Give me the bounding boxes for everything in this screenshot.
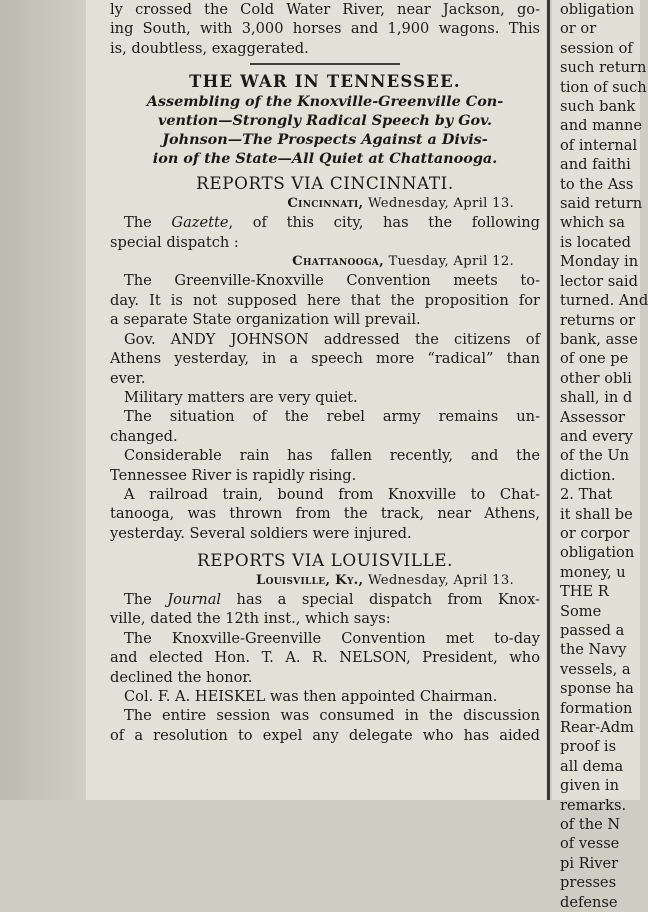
right-column-line: shall, in d xyxy=(560,389,633,407)
paragraph-line: and elected Hon. T. A. R. NELSON, President, who xyxy=(110,649,540,667)
top-fragment-line-1: ly crossed the Cold Water River, near Jackson, go- xyxy=(110,1,540,18)
paragraph-line: The entire session was consumed in the discussion xyxy=(124,707,540,725)
paragraph-line: yesterday. Several soldiers were injured. xyxy=(110,524,412,542)
right-column-line: money, u xyxy=(560,563,626,581)
dateline-chattanooga xyxy=(110,252,540,271)
right-column-line: turned. And xyxy=(560,292,648,310)
right-column-line: the Navy xyxy=(560,641,627,659)
right-column-line: said return xyxy=(560,195,643,213)
newspaper-name: Gazette xyxy=(171,214,229,232)
main-article-column xyxy=(86,0,546,800)
paragraph-line: ever. xyxy=(110,369,146,387)
journal-intro-line-2: ville, dated the 12th inst., which says: xyxy=(110,610,391,628)
gazette-intro-line-2: special dispatch : xyxy=(110,233,239,251)
right-column-line: is located xyxy=(560,233,631,251)
right-column-line: all dema xyxy=(560,757,624,775)
paragraph-line: a separate State organization will prevail. xyxy=(110,311,421,329)
headline: THE WAR IN TENNESSEE. xyxy=(189,72,461,92)
right-column-line: of internal xyxy=(560,136,638,154)
paragraph-line: The Greenville-Knoxville Convention meets to- xyxy=(124,272,540,290)
intro-text: , of this city, has the following xyxy=(228,214,540,232)
right-column-line: which sa xyxy=(560,214,625,232)
right-column-line: session of xyxy=(560,39,633,57)
right-column-line: remarks. xyxy=(560,796,627,814)
right-column-line: Some xyxy=(560,602,602,620)
right-column-line: and manne xyxy=(560,117,643,135)
right-column-line: Assessor xyxy=(560,408,625,426)
right-column-line: or or xyxy=(560,20,597,38)
right-column-line: obligation xyxy=(560,1,635,18)
dateline-date: Wednesday, April 13. xyxy=(367,572,514,588)
top-fragment-line-3: is, doubtless, exaggerated. xyxy=(110,39,309,57)
right-column-line: 2. That xyxy=(560,486,613,504)
newspaper-name: Journal xyxy=(167,590,222,608)
dateline-place: Louisville, Ky., xyxy=(256,572,364,588)
paragraph-line: of a resolution to expel any delegate who has aided xyxy=(110,726,540,744)
right-column-line: Monday in xyxy=(560,253,639,271)
intro-text: has a special dispatch from Knox- xyxy=(221,590,540,608)
paragraph-line: Col. F. A. HEISKEL was then appointed Chairman. xyxy=(124,688,498,705)
column-rule xyxy=(547,0,550,800)
right-column-line: proof is xyxy=(560,738,617,756)
gazette-intro xyxy=(110,213,540,232)
dateline-date: Wednesday, April 13. xyxy=(367,195,514,211)
dateline-place: Chattanooga, xyxy=(292,254,384,270)
right-column-line: Rear-Adm xyxy=(560,719,634,737)
paragraph-line: Military matters are very quiet. xyxy=(124,388,358,406)
right-column-line: pi River xyxy=(560,854,619,872)
right-column-line: and faithi xyxy=(560,156,631,174)
right-column-line: of one pe xyxy=(560,350,629,368)
right-column-line: of the N xyxy=(560,816,621,834)
section-heading-cincinnati: REPORTS VIA CINCINNATI. xyxy=(196,173,454,194)
journal-intro xyxy=(110,590,540,609)
deck-line-4: ion of the State—All Quiet at Chattanooga. xyxy=(152,150,498,168)
right-column-line: returns or xyxy=(560,311,636,329)
right-column-line: to the Ass xyxy=(560,175,634,193)
right-column-line: of vesse xyxy=(560,835,620,853)
paragraph-line: Gov. ANDY JOHNSON addressed the citizens of xyxy=(124,330,540,348)
dateline-cincinnati xyxy=(110,194,540,213)
right-column-line: such return xyxy=(560,59,647,77)
right-column-line: diction. xyxy=(560,466,616,484)
right-column-line: or corpor xyxy=(560,524,630,542)
paragraph-line: changed. xyxy=(110,427,178,445)
section-rule xyxy=(250,63,400,65)
right-column-line: lector said xyxy=(560,272,638,290)
deck-line-2: vention—Strongly Radical Speech by Gov. xyxy=(157,111,493,129)
right-column-line: such bank xyxy=(560,98,636,116)
page-gutter xyxy=(0,0,96,800)
right-column-line: and every xyxy=(560,427,633,445)
intro-text: The xyxy=(124,590,168,608)
right-column-line: of the Un xyxy=(560,447,630,465)
dateline-date: Tuesday, April 12. xyxy=(388,254,514,270)
intro-text: The xyxy=(124,214,172,232)
paragraph-line: The Knoxville-Greenville Convention met to-day xyxy=(124,629,540,647)
dateline-louisville xyxy=(110,571,540,590)
dateline-place: Cincinnati, xyxy=(287,195,364,211)
paragraph-line: A railroad train, bound from Knoxville to Chat- xyxy=(124,485,540,503)
deck-line-3: Johnson—The Prospects Against a Divis- xyxy=(162,131,488,149)
section-heading-louisville: REPORTS VIA LOUISVILLE. xyxy=(196,550,454,571)
right-column-line: bank, asse xyxy=(560,330,638,348)
paragraph-line: Athens yesterday, in a speech more “radical” than xyxy=(110,350,540,368)
paragraph-line: The situation of the rebel army remains un- xyxy=(124,408,540,426)
paragraph-line: day. It is not supposed here that the proposition for xyxy=(110,291,540,309)
right-column-line: THE R xyxy=(560,583,609,601)
top-fragment-line-2: ing South, with 3,000 horses and 1,900 wagons. This xyxy=(110,20,540,38)
right-column-line: passed a xyxy=(560,622,625,639)
headline-deck xyxy=(110,92,540,169)
right-column-line: tion of such xyxy=(560,78,647,96)
right-column-line: formation xyxy=(560,699,633,717)
paragraph-line: Tennessee River is rapidly rising. xyxy=(110,466,357,484)
right-column-line: given in xyxy=(560,777,619,795)
paragraph-line: Considerable rain has fallen recently, and the xyxy=(124,447,540,465)
right-column-line: presses xyxy=(560,874,617,892)
right-column-line: it shall be xyxy=(560,505,633,523)
right-column-line: other obli xyxy=(560,369,632,387)
right-column-line: obligation xyxy=(560,544,635,562)
right-column-line: defense xyxy=(560,893,618,911)
paragraph-line: declined the honor. xyxy=(110,668,253,686)
deck-line-1: Assembling of the Knoxville-Greenville Con- xyxy=(146,92,504,110)
right-column-fragment xyxy=(552,0,648,911)
paragraph-line: tanooga, was thrown from the track, near Athens, xyxy=(110,505,540,523)
right-column-line: vessels, a xyxy=(560,660,631,678)
right-column-line: sponse ha xyxy=(560,680,634,698)
